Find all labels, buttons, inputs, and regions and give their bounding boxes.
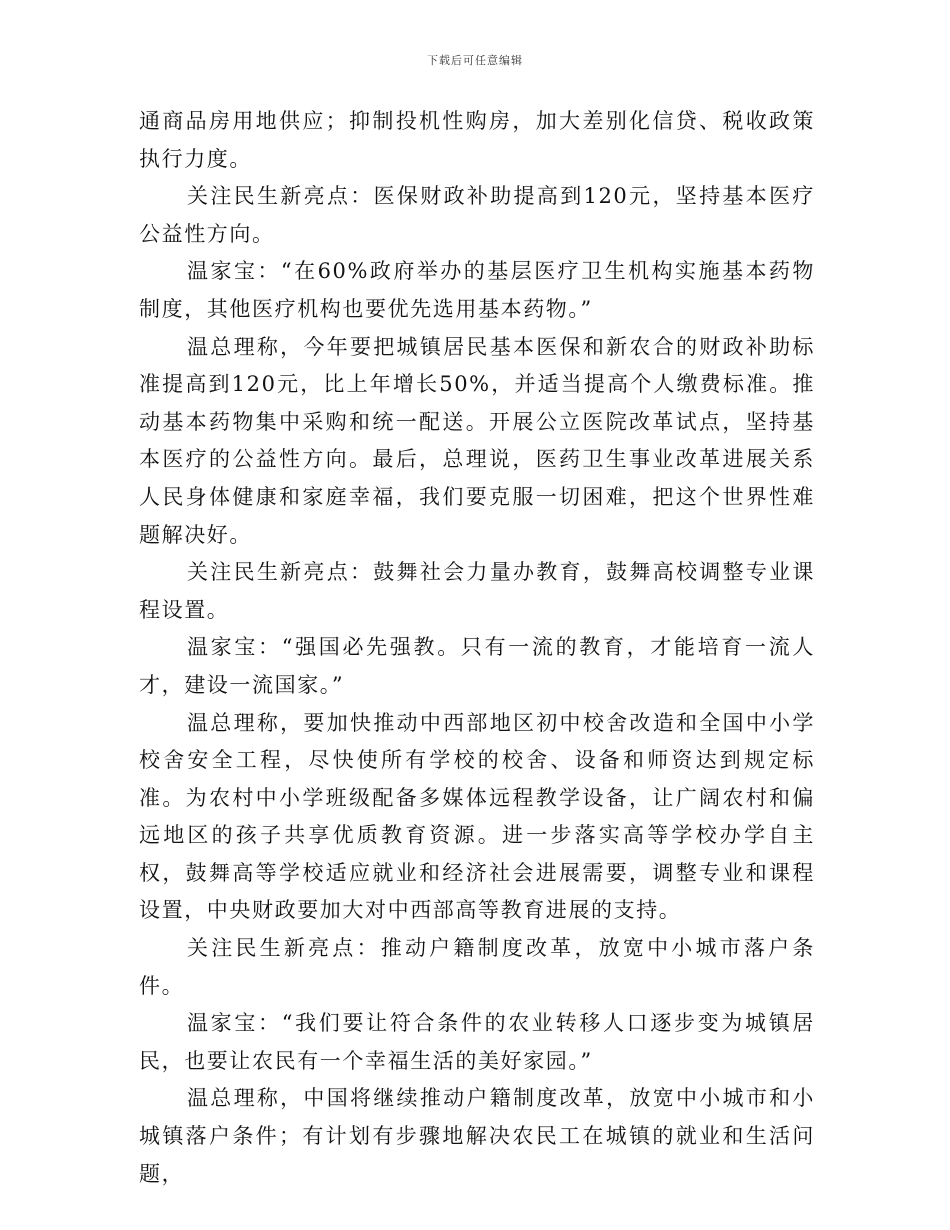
paragraph: 关注民生新亮点：医保财政补助提高到120元，坚持基本医疗公益性方向。 bbox=[139, 184, 815, 246]
paragraph: 温家宝：“强国必先强教。只有一流的教育，才能培育一流人才，建设一流国家。” bbox=[139, 635, 815, 697]
paragraph: 关注民生新亮点：鼓舞社会力量办教育，鼓舞高校调整专业课程设置。 bbox=[139, 560, 815, 622]
document-body bbox=[139, 103, 815, 1193]
paragraph: 温总理称，要加快推动中西部地区初中校舍改造和全国中小学校舍安全工程，尽快使所有学校的校舍、设备和师资达到规定标准。为农村中小学班级配备多媒体远程教学设备，让广阔农村和偏远地区的孩子共享优质教育资源。进一步落实高等学校办学自主权，鼓舞高等学校适应就业和经济社会进展需要，调整专业和课程设置，中央财政要加大对中西部高等教育进展的支持。 bbox=[139, 710, 815, 923]
paragraph: 温家宝：“在60%政府举办的基层医疗卫生机构实施基本药物制度，其他医疗机构也要优先选用基本药物。” bbox=[139, 259, 815, 321]
page-header: 下载后可任意编辑 bbox=[427, 54, 523, 67]
paragraph: 通商品房用地供应；抑制投机性购房，加大差别化信贷、税收政策执行力度。 bbox=[139, 109, 815, 171]
paragraph: 温家宝：“我们要让符合条件的农业转移人口逐步变为城镇居民，也要让农民有一个幸福生活的美好家园。” bbox=[139, 1011, 815, 1073]
paragraph: 温总理称，中国将继续推动户籍制度改革，放宽中小城市和小城镇落户条件；有计划有步骤地解决农民工在城镇的就业和生活问题， bbox=[139, 1086, 815, 1186]
paragraph: 温总理称，今年要把城镇居民基本医保和新农合的财政补助标准提高到120元，比上年增长50%，并适当提高个人缴费标准。推动基本药物集中采购和统一配送。开展公立医院改革试点，坚持基本医疗的公益性方向。最后，总理说，医药卫生事业改革进展关系人民身体健康和家庭幸福，我们要克服一切困难，把这个世界性难题解决好。 bbox=[139, 334, 815, 547]
paragraph: 关注民生新亮点：推动户籍制度改革，放宽中小城市落户条件。 bbox=[139, 936, 815, 998]
